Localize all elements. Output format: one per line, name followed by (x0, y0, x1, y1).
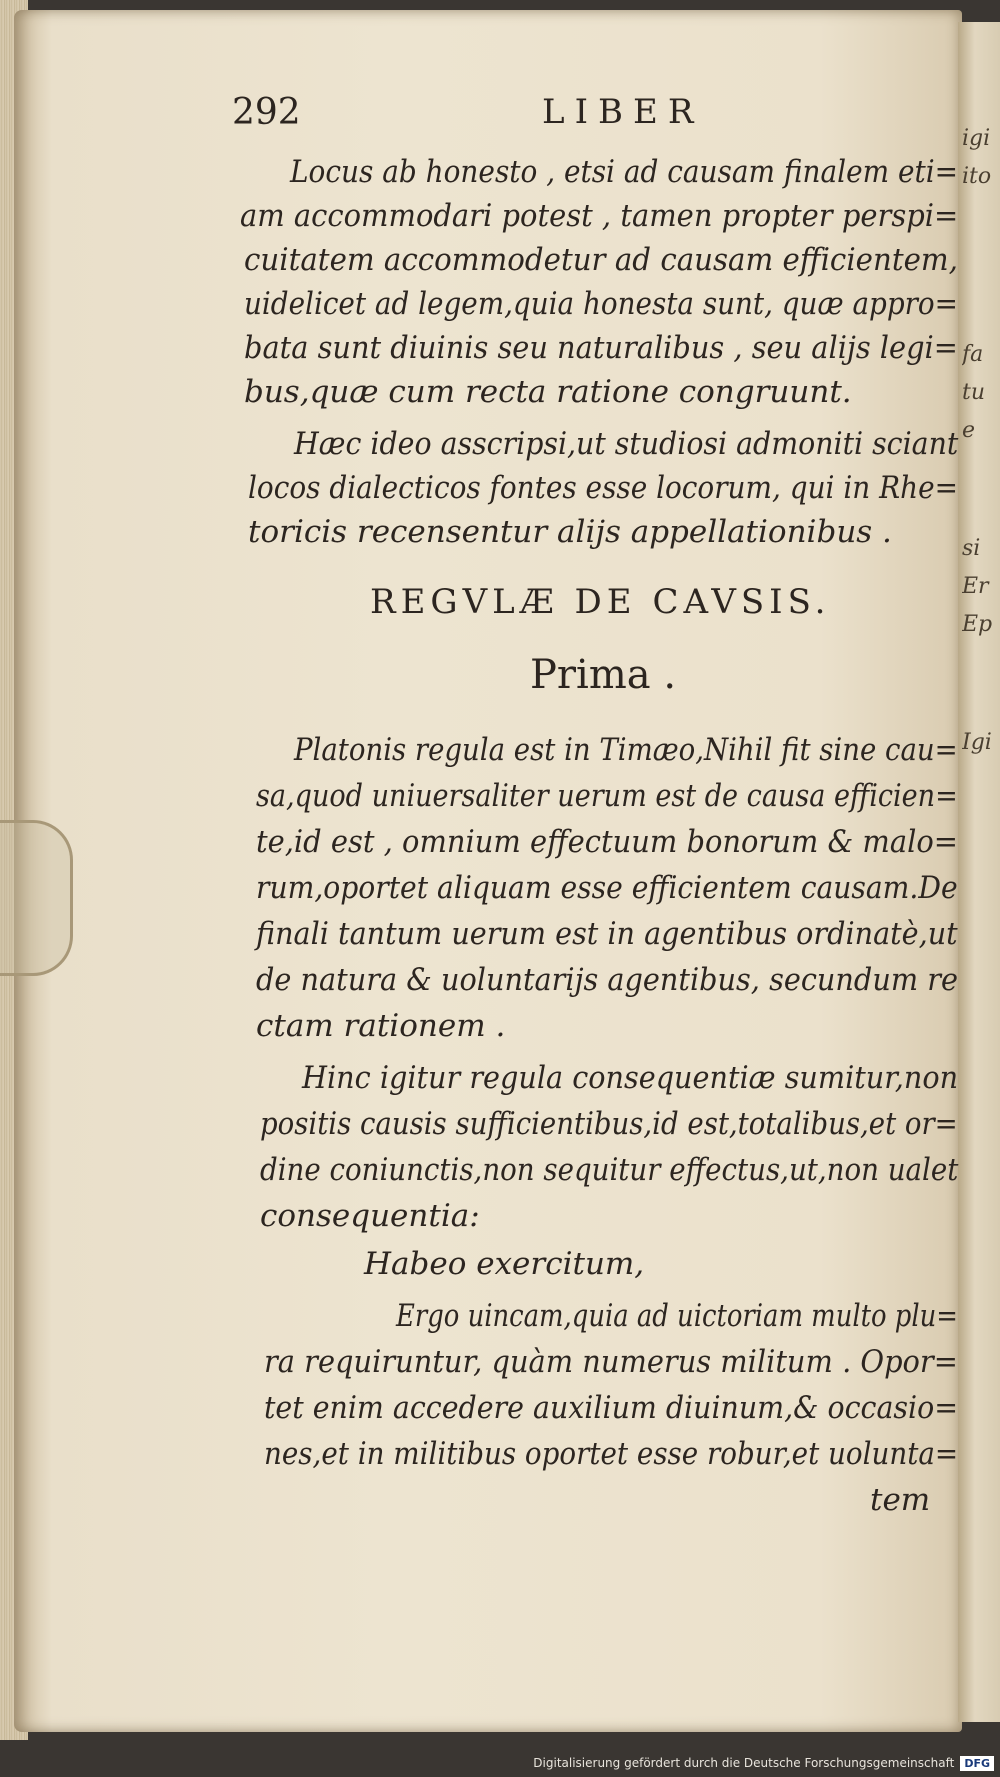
text-line: Platonis regula est in Timæo,Nihil fit sine cau= (294, 732, 958, 768)
running-head (232, 92, 752, 138)
text-line: tet enim accedere auxilium diuinum,& occasio= (264, 1390, 959, 1426)
fragment: Ep (962, 612, 993, 637)
text-line: de natura & uoluntarijs agentibus, secundum re (256, 962, 958, 998)
fragment: Er (962, 574, 989, 599)
catchword: tem (870, 1482, 931, 1518)
text-line: Habeo exercitum, (364, 1246, 645, 1282)
text-line: locos dialecticos fontes esse locorum, qui in Rhe= (248, 470, 958, 506)
fragment: si (962, 536, 981, 561)
fragment: igi (962, 126, 991, 151)
text-line: te,id est , omnium effectuum bonorum & malo= (256, 824, 958, 860)
fragment: fa (962, 342, 984, 367)
text-line: Ergo uincam,quia ad uictoriam multo plu= (396, 1298, 958, 1334)
text-line: rum,oportet aliquam esse efficientem causam.De (256, 870, 958, 906)
credit-text: Digitalisierung gefördert durch die Deutsche Forschungsgemeinschaft (533, 1756, 955, 1770)
text-line: finali tantum uerum est in agentibus ordinatè,ut (256, 916, 958, 952)
text-line: am accommodari potest , tamen propter perspi= (240, 198, 959, 234)
text-line: cuitatem accommodetur ad causam efficientem, (244, 242, 958, 278)
text-line: ra requiruntur, quàm numerus militum . Opor= (264, 1344, 958, 1380)
text-line: bus,quæ cum recta ratione congruunt. (244, 374, 852, 410)
text-line: bata sunt diuinis seu naturalibus , seu alijs legi= (244, 330, 958, 366)
text-line: nes,et in militibus oportet esse robur,et uolunta= (264, 1436, 959, 1472)
section-heading: REGVLÆ DE CAVSIS. (370, 582, 831, 622)
text-line: Hæc ideo asscripsi,ut studiosi admoniti sciant (294, 426, 959, 462)
text-line: Locus ab honesto , etsi ad causam finalem eti= (290, 154, 959, 190)
text-line: toricis recensentur alijs appellationibus . (248, 514, 892, 550)
text-line: sa,quod uniuersaliter uerum est de causa efficien= (256, 778, 958, 814)
book-clasp (0, 820, 73, 976)
text-line: dine coniunctis,non sequitur effectus,ut,non ualet (260, 1152, 959, 1188)
fragment: tu (962, 380, 986, 405)
running-title: LIBER (542, 92, 704, 132)
text-line: positis causis sufficientibus,id est,totalibus,et or= (260, 1106, 958, 1142)
dfg-logo: DFG (960, 1756, 994, 1771)
page-number: 292 (232, 92, 301, 133)
fragment: Igi (962, 730, 992, 755)
fragment: ito (962, 164, 992, 189)
next-page-fragments (962, 120, 998, 762)
fragment: e (962, 418, 976, 443)
sub-heading: Prima . (530, 652, 677, 698)
footer-credit (533, 1753, 994, 1773)
text-line: uidelicet ad legem,quia honesta sunt, quæ appro= (244, 286, 958, 322)
text-line: consequentia: (260, 1198, 480, 1234)
text-line: ctam rationem . (256, 1008, 506, 1044)
text-line: Hinc igitur regula consequentiæ sumitur,non (302, 1060, 959, 1096)
